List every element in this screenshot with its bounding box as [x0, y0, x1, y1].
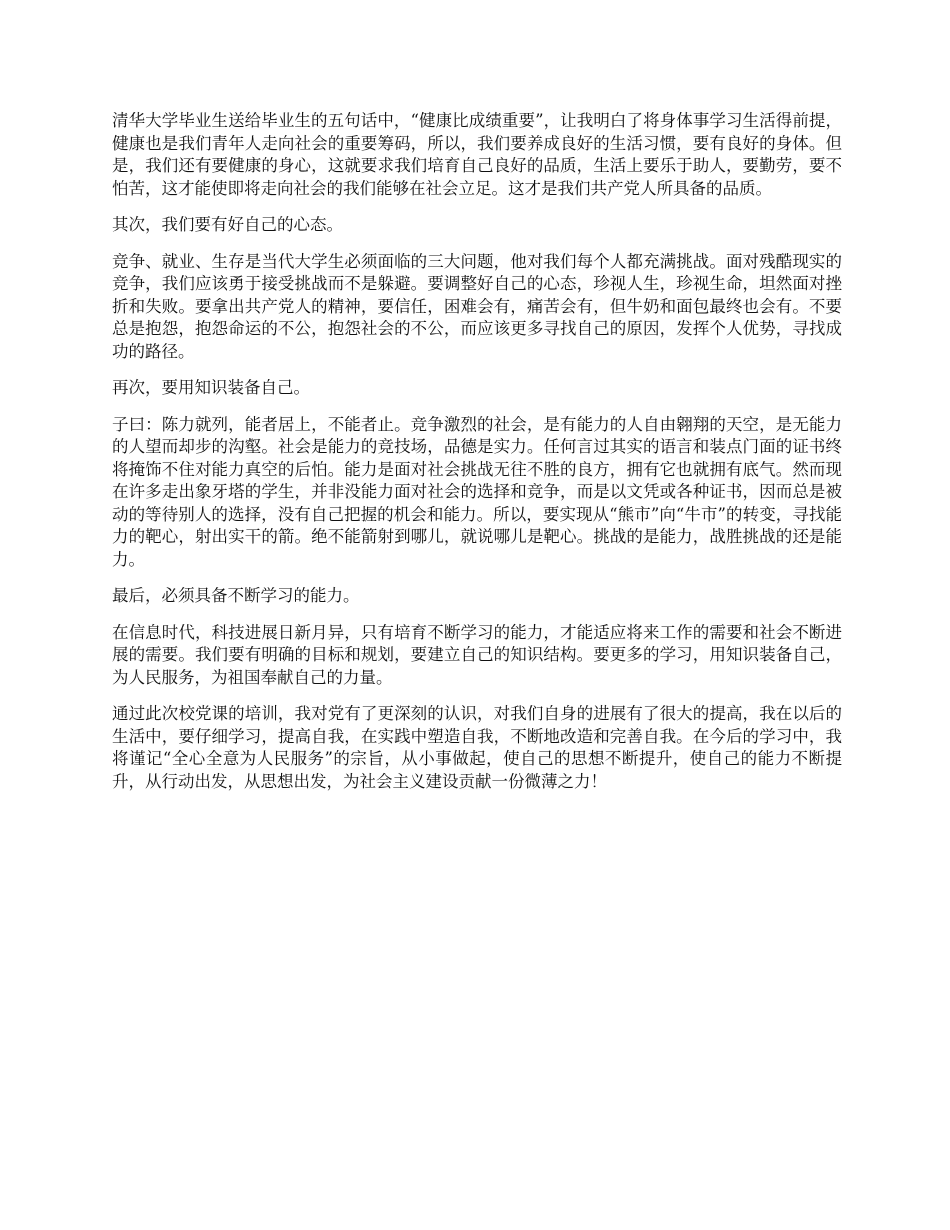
- heading-learning: 最后，必须具备不断学习的能力。: [112, 586, 360, 605]
- paragraph-ability: 子曰：陈力就列，能者居上，不能者止。竞争激烈的社会，是有能力的人自由翱翔的天空，是无能力的人望而却步的沟壑。社会是能力的竞技场，品德是实力。任何言过其实的语言和装点门面的证书终将掩饰不住对能力真空的后怕。能力是面对社会挑战无往不胜的良方，拥有它也就拥有底气。然而现在许多走出象牙塔的学生，并非没能力面对社会的选择和竞争，而是以文凭或各种证书，因而总是被动的等待别人的选择，没有自己把握的机会和能力。所以，要实现从“熊市”向“牛市”的转变，寻找能力的靶心，射出实干的箭。绝不能箭射到哪儿，就说哪儿是靶心。挑战的是能力，战胜挑战的还是能力。: [112, 414, 842, 569]
- paragraph-conclusion: 通过此次校党课的培训，我对党有了更深刻的认识，对我们自身的进展有了很大的提高，我在以后的生活中，要仔细学习，提高自我，在实践中塑造自我，不断地改造和完善自我。在今后的学习中，我将谨记“全心全意为人民服务”的宗旨，从小事做起，使自己的思想不断提升，使自己的能力不断提升，从行动出发，从思想出发，为社会主义建设贡献一份微薄之力！: [112, 704, 842, 791]
- paragraph-information-age: 在信息时代，科技进展日新月异，只有培育不断学习的能力，才能适应将来工作的需要和社会不断进展的需要。我们要有明确的目标和规划，要建立自己的知识结构。要更多的学习，用知识装备自己，为人民服务，为祖国奉献自己的力量。: [112, 622, 842, 687]
- paragraph-competition: 竞争、就业、生存是当代大学生必须面临的三大问题，他对我们每个人都充满挑战。面对残酷现实的竞争，我们应该勇于接受挑战而不是躲避。要调整好自己的心态，珍视人生，珍视生命，坦然面对挫折和失败。要拿出共产党人的精神，要信任，困难会有，痛苦会有，但牛奶和面包最终也会有。不要总是抱怨，抱怨命运的不公，抱怨社会的不公，而应该更多寻找自己的原因，发挥个人优势，寻找成功的路径。: [112, 251, 842, 361]
- document-body: [112, 110, 842, 807]
- heading-knowledge: 再次，要用知识装备自己。: [112, 378, 310, 397]
- paragraph-health: 清华大学毕业生送给毕业生的五句话中，“健康比成绩重要”，让我明白了将身体事学习生活得前提，健康也是我们青年人走向社会的重要筹码，所以，我们要养成良好的生活习惯，要有良好的身体。但是，我们还有要健康的身心，这就要求我们培育自己良好的品质，生活上要乐于助人，要勤劳，要不怕苦，这才能使即将走向社会的我们能够在社会立足。这才是我们共产党人所具备的品质。: [112, 111, 842, 198]
- heading-mindset: 其次，我们要有好自己的心态。: [112, 215, 343, 234]
